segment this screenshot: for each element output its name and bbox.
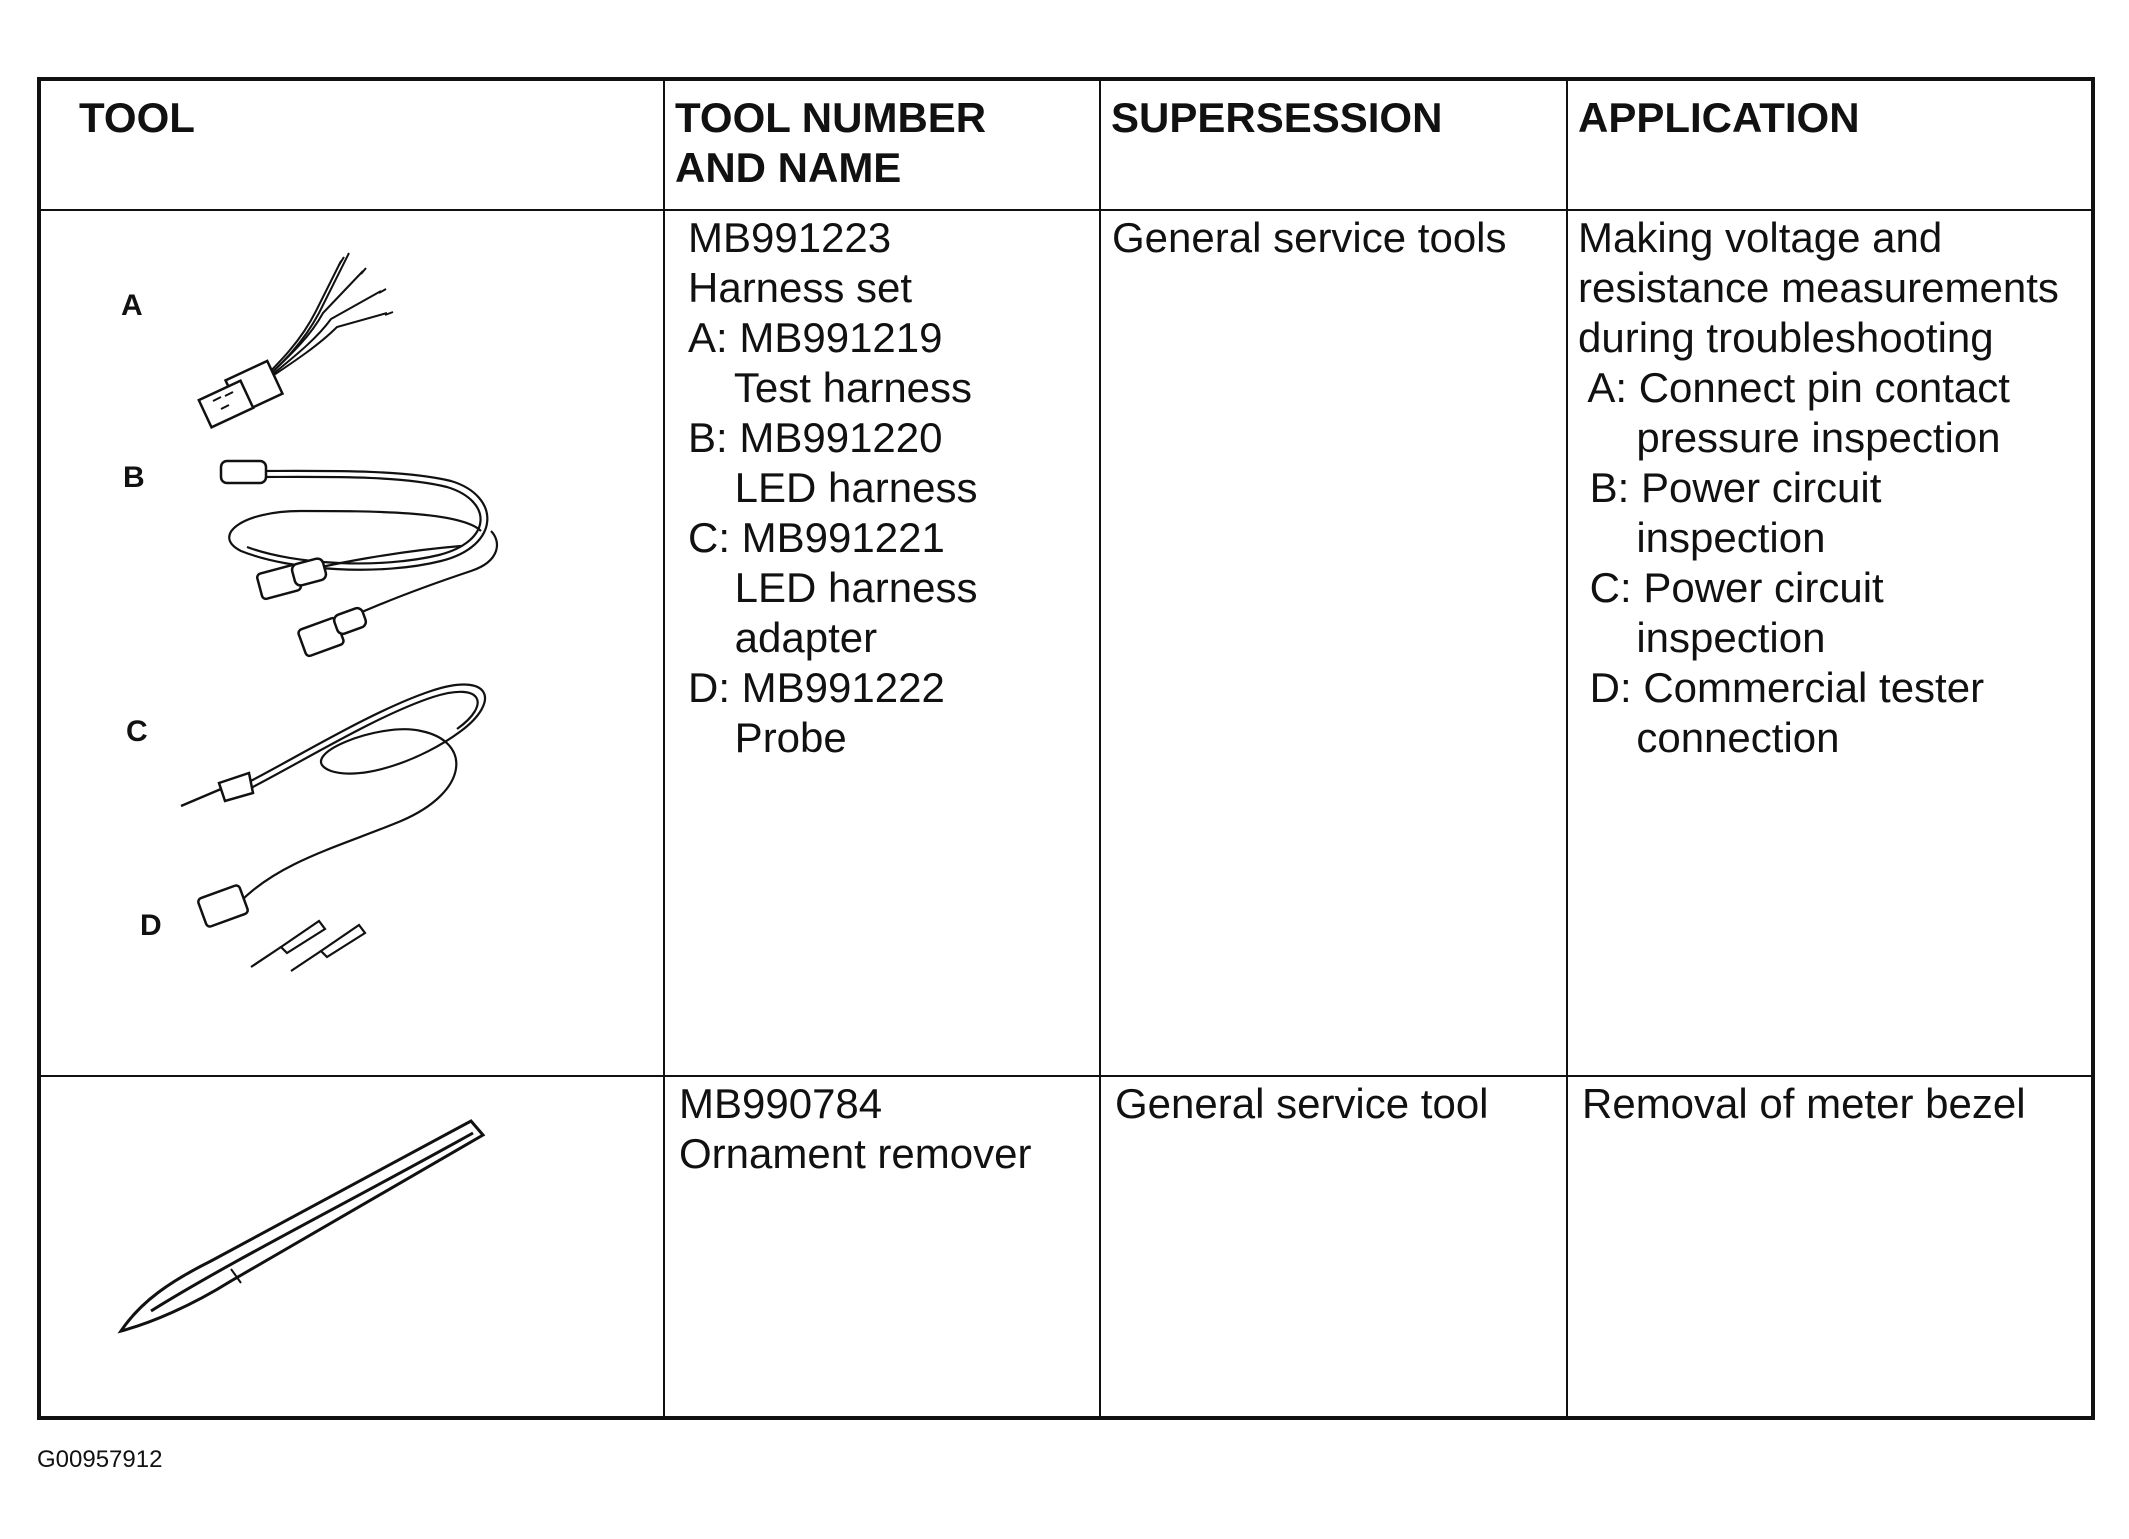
probe-illustration — [241, 881, 441, 981]
ornament-remover-illustration — [111, 1111, 531, 1351]
header-tool: TOOL — [79, 94, 195, 141]
figure-code: G00957912 — [37, 1446, 163, 1473]
row1-tool-number-name: MB991223 Harness set A: MB991219 Test harness B: MB991220 LED harness C: MB991221 LED harness adapter D: MB991222 Probe — [688, 214, 978, 761]
test-harness-illustration — [191, 241, 431, 421]
column-divider — [663, 81, 665, 1416]
row1-supersession: General service tools — [1112, 214, 1507, 261]
row2-tool-number-name: MB990784 Ornament remover — [679, 1080, 1032, 1177]
row-divider — [41, 1075, 2091, 1077]
column-divider — [1566, 81, 1568, 1416]
header-supersession: SUPERSESSION — [1111, 94, 1443, 141]
tools-table — [37, 77, 2095, 1420]
tool-label-a: A — [121, 289, 143, 322]
column-divider — [1099, 81, 1101, 1416]
row-divider — [41, 209, 2091, 211]
led-harness-illustration — [201, 451, 521, 671]
tool-label-b: B — [123, 461, 145, 494]
tool-label-c: C — [126, 715, 148, 748]
header-application: APPLICATION — [1578, 94, 1860, 141]
row2-supersession: General service tool — [1115, 1080, 1489, 1127]
row1-application: Making voltage and resistance measurements during troubleshooting A: Connect pin contact pressure inspection B: Power circuit inspection C: Power circuit inspection D: Commercial tester connection — [1578, 214, 2059, 761]
tool-label-d: D — [140, 909, 162, 942]
header-tool-number-name: TOOL NUMBER AND NAME — [675, 94, 987, 191]
row2-application: Removal of meter bezel — [1582, 1080, 2026, 1127]
